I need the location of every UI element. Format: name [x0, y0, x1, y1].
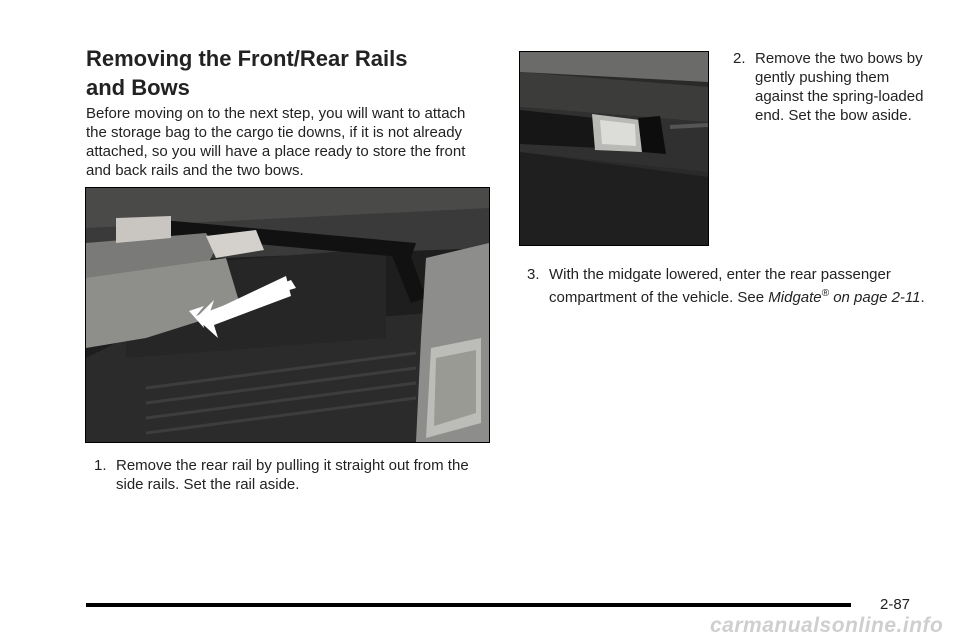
- registered-mark: ®: [821, 288, 830, 299]
- step-3: [527, 265, 947, 307]
- rear-rail-removal-illustration: [86, 188, 489, 442]
- page-number: 2-87: [880, 596, 911, 613]
- step-2: [733, 49, 933, 125]
- section-heading: [86, 44, 486, 102]
- bow-removal-photo: [519, 51, 709, 246]
- bow-removal-illustration: [520, 52, 708, 245]
- midgate-cross-reference[interactable]: [768, 289, 920, 306]
- footer-rule: [86, 603, 851, 607]
- step-1: [94, 456, 490, 494]
- step-3-body: [527, 265, 947, 307]
- intro-paragraph: Before moving on to the next step, you will want to attach the storage bag to the cargo tie downs, if it is not already attached, so you will have a place ready to store the front and back rails and the two bows.: [86, 105, 466, 179]
- rear-rail-removal-photo: [85, 187, 490, 443]
- step-1-number: 1.: [94, 457, 107, 474]
- step-1-text: Remove the rear rail by pulling it straight out from the side rails. Set the rail aside.: [116, 457, 469, 493]
- section-heading-line-2: and Bows: [86, 75, 190, 100]
- midgate-link-text: Midgate: [768, 289, 822, 306]
- step-2-number: 2.: [733, 50, 746, 67]
- step-3-period: .: [920, 289, 925, 306]
- step-2-text: Remove the two bows by gently pushing them against the spring-loaded end. Set the bow aside.: [755, 50, 924, 124]
- step-3-text: With the midgate lowered, enter the rear passenger compartment of the vehicle. See: [549, 266, 891, 306]
- step-3-number: 3.: [527, 266, 540, 283]
- midgate-link-page: on page 2-11: [829, 289, 921, 306]
- watermark: carmanualsonline.info: [710, 614, 944, 637]
- section-heading-line-1: Removing the Front/Rear Rails: [86, 46, 408, 71]
